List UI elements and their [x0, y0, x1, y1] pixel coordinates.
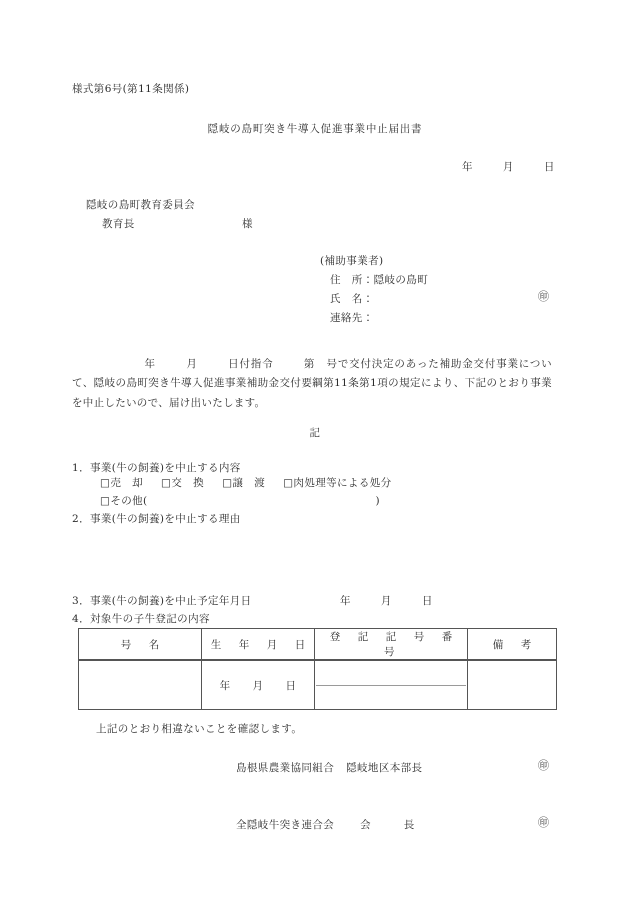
cell-registration-number[interactable] — [315, 660, 468, 710]
item-3-year: 年 — [340, 595, 351, 607]
form-number: 様式第6号(第11条関係) — [72, 83, 190, 95]
cell-dob-year: 年 — [219, 679, 231, 692]
applicant-seal-icon: ㊞ — [538, 290, 549, 303]
applicant-address-value: 隠岐の島町 — [373, 274, 429, 286]
submission-date-line — [462, 160, 555, 176]
body-date-day: 日付指令 — [227, 358, 274, 370]
item-4-label: 対象牛の子牛登記の内容 — [89, 613, 210, 625]
registration-writing-line — [316, 685, 466, 686]
confirmation-statement: 上記のとおり相違ないことを確認します。 — [96, 723, 303, 735]
item-2-number: 2． — [72, 513, 90, 525]
item-3-date-line — [340, 594, 433, 610]
item-3-month: 月 — [380, 595, 392, 607]
applicant-address-row — [330, 273, 428, 289]
signature-2-organization: 全隠岐牛突き連合会 — [236, 819, 335, 831]
item-1-other-option — [100, 494, 380, 510]
addressee-position: 教育長 — [102, 218, 135, 230]
item-4-heading — [72, 612, 210, 628]
cell-dob-month: 月 — [252, 679, 264, 692]
cell-dob-day: 日 — [285, 679, 297, 692]
cell-name[interactable] — [79, 660, 202, 710]
item-2-label: 事業(牛の飼養)を中止する理由 — [89, 513, 241, 525]
item-4-number: 4． — [72, 613, 90, 625]
applicant-name-label: 氏 名： — [330, 293, 374, 305]
table-header-row — [79, 629, 557, 661]
applicant-name-row — [330, 292, 374, 308]
checkbox-meat-processing[interactable]: □ — [283, 477, 294, 489]
item-3-heading — [72, 594, 252, 610]
item-1-options — [100, 476, 392, 492]
body-date-year: 年 — [144, 358, 156, 370]
option-label-transfer: 譲 渡 — [232, 477, 266, 489]
item-1-heading — [72, 461, 241, 477]
option-other-close-paren: ) — [375, 495, 381, 507]
checkbox-other[interactable]: □ — [100, 495, 111, 507]
applicant-contact-row — [330, 311, 374, 327]
table-row — [79, 660, 557, 710]
item-3-day: 日 — [421, 595, 433, 607]
body-date-month: 月 — [185, 358, 198, 370]
checkbox-exchange[interactable]: □ — [161, 477, 172, 489]
signature-1-title: 隠岐地区本部長 — [346, 762, 423, 774]
submission-date-year: 年 — [462, 161, 473, 173]
option-label-exchange: 交 換 — [171, 477, 205, 489]
column-header-registration-number: 登 記 記 号 番 号 — [315, 629, 468, 661]
checkbox-transfer[interactable]: □ — [222, 477, 233, 489]
option-label-sale: 売 却 — [110, 477, 144, 489]
item-1-label: 事業(牛の飼養)を中止する内容 — [89, 462, 241, 474]
submission-date-day: 日 — [543, 161, 555, 173]
signature-2-seal-icon: ㊞ — [538, 816, 549, 829]
page-title — [0, 122, 630, 138]
option-label-other: その他( — [110, 495, 148, 507]
applicant-heading: (補助事業者) — [320, 255, 384, 267]
submission-date-month: 月 — [502, 161, 514, 173]
addressee-organization: 隠岐の島町教育委員会 — [86, 199, 195, 211]
option-label-meat-processing: 肉処理等による処分 — [293, 477, 392, 489]
column-header-remarks: 備 考 — [468, 629, 557, 661]
cell-remarks[interactable] — [468, 660, 557, 710]
column-header-name: 号 名 — [79, 629, 202, 661]
checkbox-sale[interactable]: □ — [100, 477, 111, 489]
signature-2-title: 会 長 — [360, 819, 415, 831]
cell-dob-date-line — [202, 678, 314, 693]
signature-1-seal-icon: ㊞ — [538, 759, 549, 772]
calf-registration-table — [78, 628, 557, 710]
item-3-number: 3． — [72, 595, 90, 607]
ki-marker: 記 — [309, 427, 321, 439]
applicant-address-label: 住 所： — [330, 274, 374, 286]
signature-row-ja-okinoshima — [236, 761, 422, 777]
body-main-text: 第 号で交付決定のあった補助金交付事業について、隠岐の島町突き牛導入促進事業補助金交付要綱第11条第1項の規定により、下記のとおり事業を中止したいので、届け出いたします。 — [72, 358, 552, 409]
signature-row-ushitsuki-federation — [236, 818, 415, 834]
item-1-number: 1． — [72, 462, 90, 474]
body-paragraph — [72, 355, 552, 413]
signature-1-organization: 島根県農業協同組合 — [236, 762, 335, 774]
addressee-honorific: 様 — [242, 218, 253, 230]
applicant-contact-label: 連絡先： — [330, 312, 374, 324]
cell-dob[interactable] — [202, 660, 315, 710]
item-2-heading — [72, 512, 241, 528]
column-header-dob: 生 年 月 日 — [202, 629, 315, 661]
page-title-text: 隠岐の島町突き牛導入促進事業中止届出書 — [207, 123, 423, 135]
item-3-label: 事業(牛の飼養)を中止予定年月日 — [89, 595, 252, 607]
